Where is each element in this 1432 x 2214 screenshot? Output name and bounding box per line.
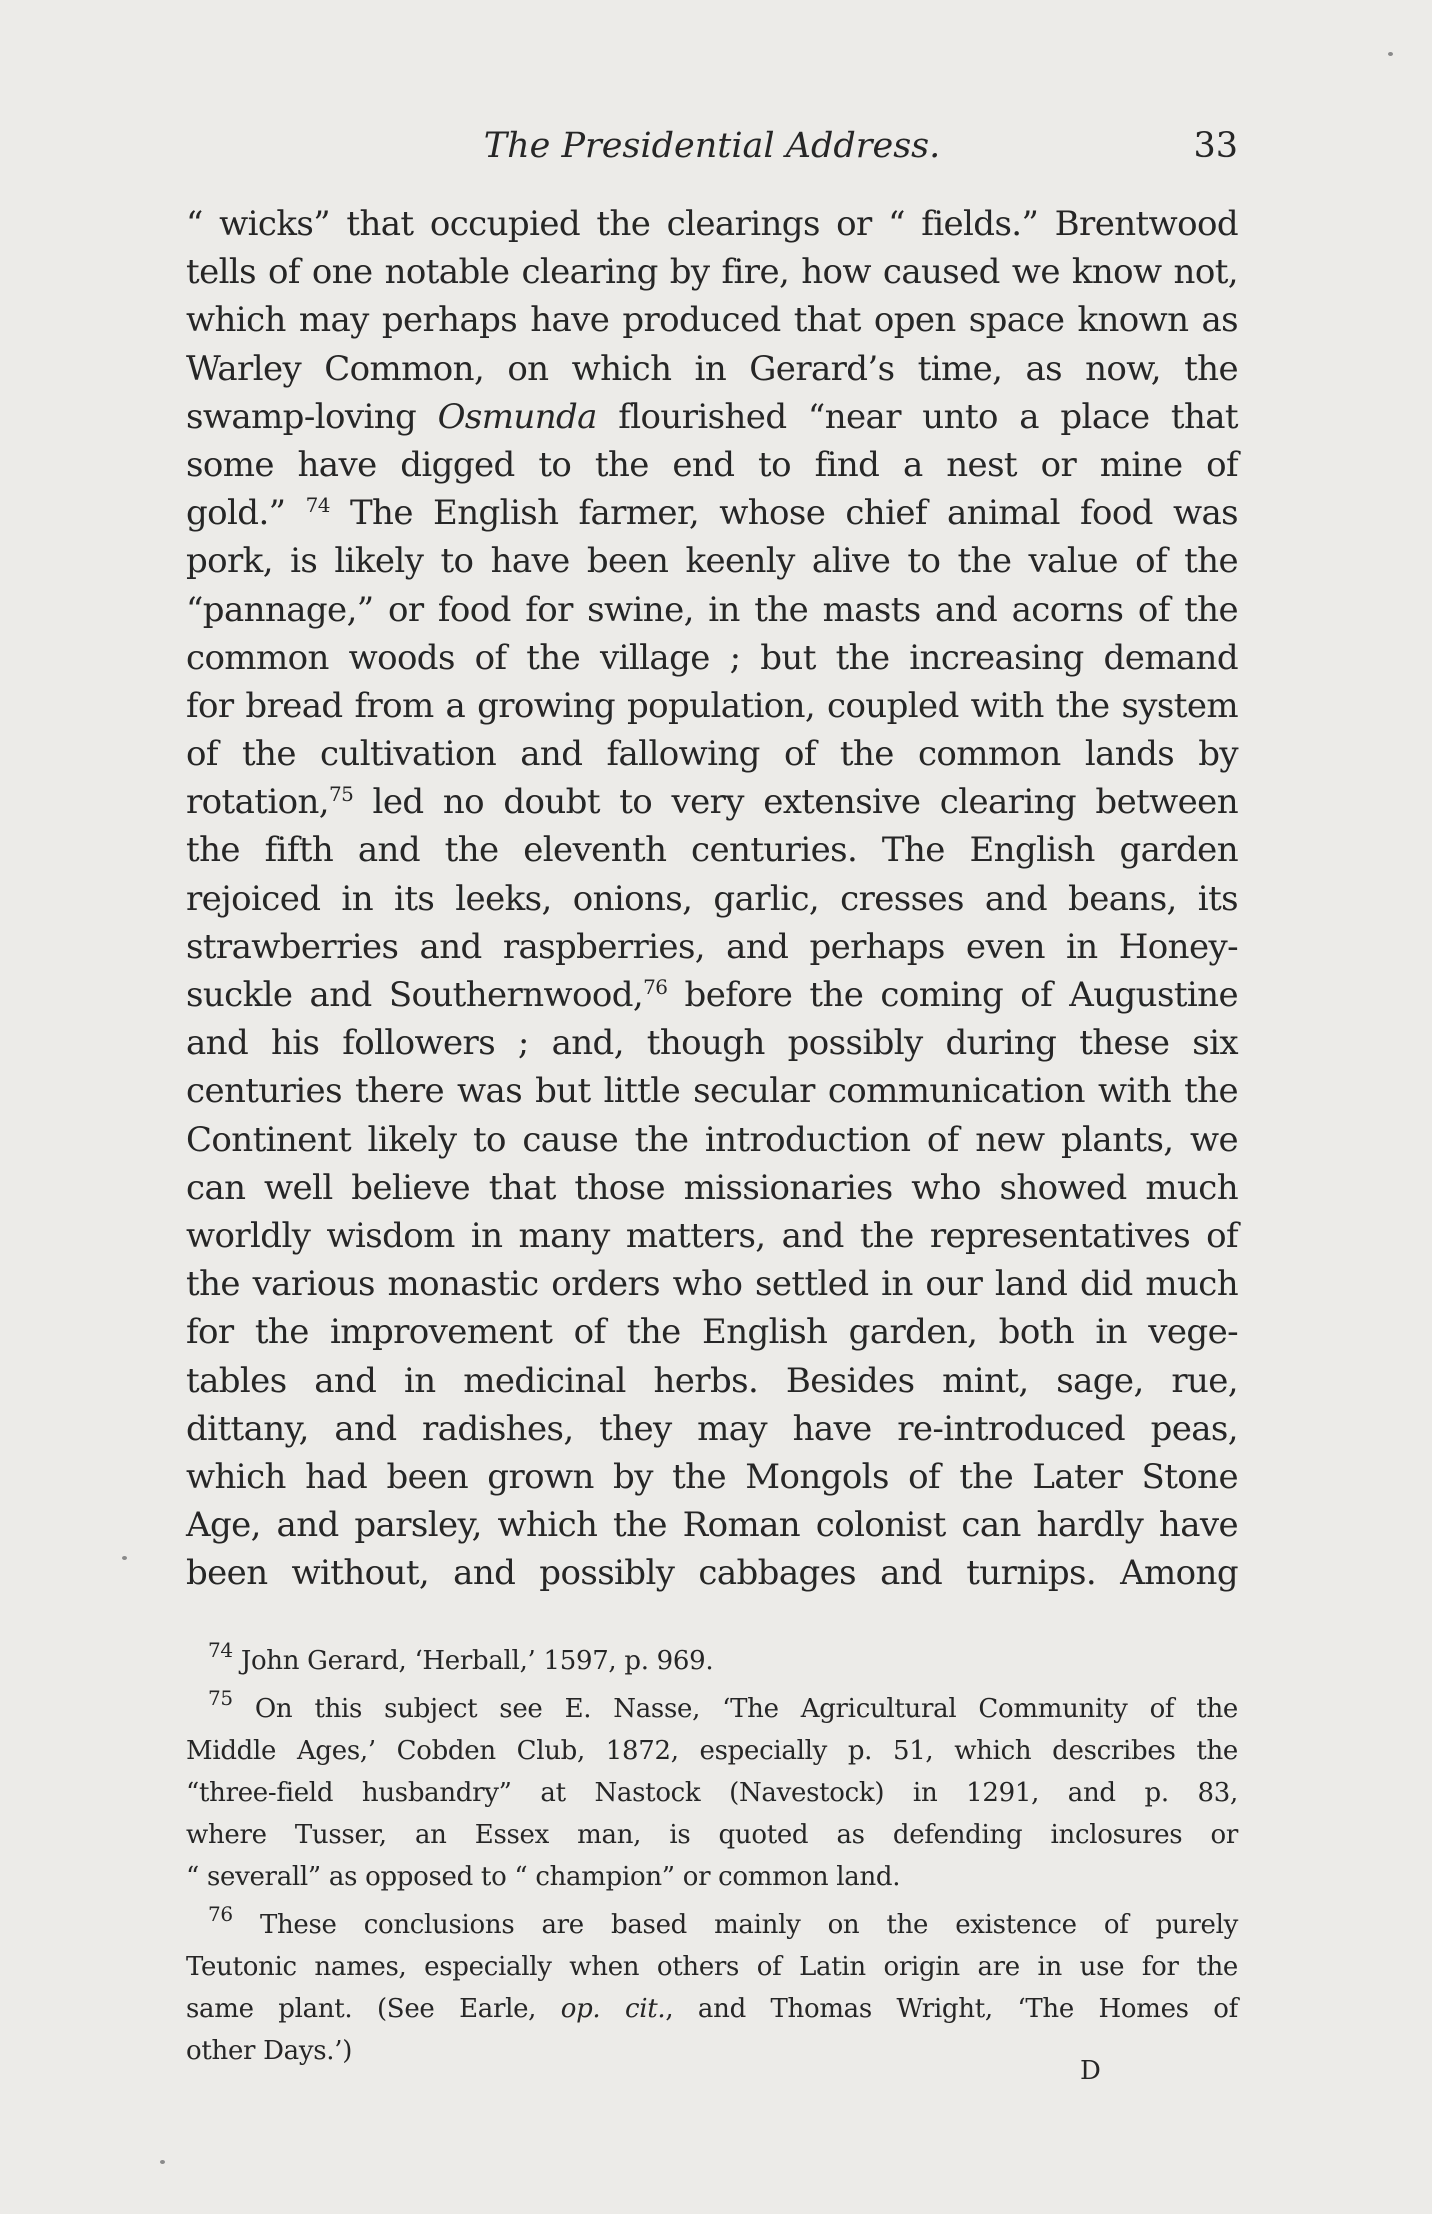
text-line: “pannage,” or food for swine, in the masts and acorns of the	[186, 589, 1238, 630]
footnote-line: “ severall” as opposed to “ champion” or common land.	[186, 1862, 901, 1892]
text-line: worldly wisdom in many matters, and the representatives of	[186, 1215, 1238, 1256]
footnote-line: other Days.’)	[186, 2036, 353, 2066]
text-line: Continent likely to cause the introduction of new plants, we	[186, 1119, 1238, 1160]
text-line: Age, and parsley, which the Roman colonist can hardly have	[186, 1505, 1238, 1546]
footnote-75	[186, 1688, 1238, 1898]
text-line: which may perhaps have produced that open space known as	[186, 300, 1238, 341]
footnote-74	[186, 1640, 1238, 1682]
footnote-line: $^{76}$ These conclusions are based mainly on the existence of purely	[208, 1902, 1238, 1940]
body-text	[186, 200, 1238, 1597]
text-line: for the improvement of the English garden, both in vege-	[186, 1312, 1238, 1353]
text-line: some have digged to the end to find a nest or mine of	[186, 444, 1238, 485]
text-line: rotation,$^{75}$ led no doubt to very extensive clearing between	[186, 782, 1238, 823]
footnote-line: Middle Ages,’ Cobden Club, 1872, especially p. 51, which describes the	[186, 1736, 1238, 1766]
text-line: “ wicks” that occupied the clearings or “ fields.” Brentwood	[186, 204, 1238, 244]
footnote-line: $^{74}$ John Gerard, ‘Herball,’ 1597, p. 969.	[208, 1638, 714, 1676]
text-line: and his followers ; and, though possibly during these six	[186, 1023, 1238, 1064]
text-line: can well believe that those missionaries who showed much	[186, 1167, 1238, 1208]
footnote-line: “three-field husbandry” at Nastock (Navestock) in 1291, and p. 83,	[186, 1778, 1238, 1808]
footnote-line: Teutonic names, especially when others of Latin origin are in use for the	[186, 1952, 1238, 1982]
text-line: strawberries and raspberries, and perhaps even in Honey-	[186, 926, 1238, 967]
text-line: suckle and Southernwood,$^{76}$ before the coming of Augustine	[186, 975, 1238, 1015]
page-header	[186, 126, 1238, 170]
footnote-76	[186, 1904, 1238, 2072]
footnote-line: $^{75}$ On this subject see E. Nasse, ‘The Agricultural Community of the	[208, 1686, 1238, 1724]
footnote-line: same plant. (See Earle, op. cit., and Thomas Wright, ‘The Homes of	[186, 1994, 1238, 2024]
text-line: centuries there was but little secular communication with the	[186, 1071, 1238, 1112]
text-line: which had been grown by the Mongols of the Later Stone	[186, 1456, 1238, 1497]
text-line: swamp-loving Osmunda flourished “near unto a place that	[186, 396, 1238, 437]
text-line: Warley Common, on which in Gerard’s time, as now, the	[186, 348, 1238, 389]
text-line: of the cultivation and fallowing of the common lands by	[186, 734, 1238, 775]
text-line: dittany, and radishes, they may have re-introduced peas,	[186, 1408, 1238, 1449]
text-line: been without, and possibly cabbages and turnips. Among	[186, 1553, 1238, 1594]
text-line: pork, is likely to have been keenly alive to the value of the	[186, 541, 1238, 582]
running-title: The Presidential Address.	[483, 126, 941, 166]
text-line: tables and in medicinal herbs. Besides mint, sage, rue,	[186, 1360, 1238, 1401]
signature-mark: D	[1080, 2056, 1101, 2086]
footnote-line: where Tusser, an Essex man, is quoted as defending inclosures or	[186, 1820, 1238, 1850]
text-line: gold.” $^{74}$ The English farmer, whose chief animal food was	[186, 493, 1238, 534]
text-line: the various monastic orders who settled in our land did much	[186, 1264, 1238, 1305]
text-line: tells of one notable clearing by fire, how caused we know not,	[186, 252, 1238, 293]
page-number: 33	[1193, 126, 1238, 166]
text-line: the fifth and the eleventh centuries. The English garden	[186, 830, 1238, 871]
text-line: rejoiced in its leeks, onions, garlic, cresses and beans, its	[186, 878, 1238, 919]
footnotes	[186, 1640, 1238, 2072]
text-line: common woods of the village ; but the increasing demand	[186, 637, 1238, 678]
text-line: for bread from a growing population, coupled with the system	[186, 685, 1238, 726]
